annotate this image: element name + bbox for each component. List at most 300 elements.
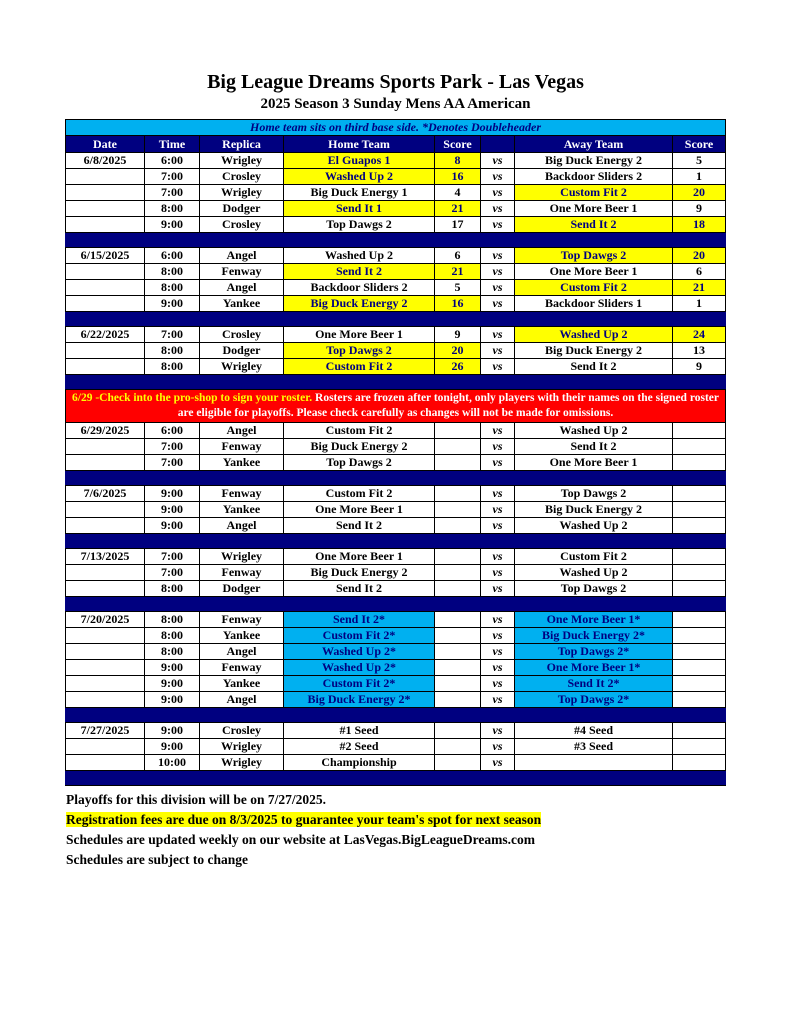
game-date-cell <box>66 280 145 296</box>
block-separator-row <box>66 233 726 248</box>
game-time-cell: 9:00 <box>145 486 200 502</box>
block-separator <box>66 534 726 549</box>
away-team-cell: Top Dawgs 2* <box>515 692 673 708</box>
game-date-cell <box>66 359 145 375</box>
game-time-cell: 7:00 <box>145 185 200 201</box>
home-team-cell: Custom Fit 2 <box>284 486 435 502</box>
vs-cell: vs <box>481 518 515 534</box>
col-header-home-team: Home Team <box>284 136 435 153</box>
home-score-cell: 20 <box>435 343 481 359</box>
replica-field-cell: Yankee <box>200 628 284 644</box>
away-team-cell: Big Duck Energy 2 <box>515 153 673 169</box>
vs-cell: vs <box>481 612 515 628</box>
home-team-cell: Big Duck Energy 2 <box>284 565 435 581</box>
home-team-cell: Washed Up 2* <box>284 660 435 676</box>
game-row <box>66 723 726 739</box>
game-date-cell <box>66 296 145 312</box>
away-score-cell <box>673 518 726 534</box>
vs-cell: vs <box>481 723 515 739</box>
note-row <box>66 120 726 136</box>
vs-cell: vs <box>481 565 515 581</box>
game-row <box>66 185 726 201</box>
game-time-cell: 8:00 <box>145 612 200 628</box>
away-score-cell <box>673 565 726 581</box>
away-team-cell: Send It 2* <box>515 676 673 692</box>
game-row <box>66 296 726 312</box>
vs-cell: vs <box>481 201 515 217</box>
roster-notice <box>66 390 726 423</box>
schedule-body <box>66 153 726 786</box>
game-row <box>66 581 726 597</box>
vs-cell: vs <box>481 343 515 359</box>
game-date-cell: 7/13/2025 <box>66 549 145 565</box>
game-time-cell: 8:00 <box>145 644 200 660</box>
vs-cell: vs <box>481 185 515 201</box>
home-team-cell: Top Dawgs 2 <box>284 343 435 359</box>
away-score-cell: 9 <box>673 359 726 375</box>
game-row <box>66 455 726 471</box>
replica-field-cell: Dodger <box>200 201 284 217</box>
away-team-cell <box>515 755 673 771</box>
home-team-cell: Big Duck Energy 1 <box>284 185 435 201</box>
col-header-time: Time <box>145 136 200 153</box>
home-score-cell <box>435 549 481 565</box>
home-team-cell: Championship <box>284 755 435 771</box>
home-score-cell <box>435 423 481 439</box>
roster-notice-highlight: 6/29 -Check into the pro-shop to sign your roster. <box>72 392 313 404</box>
away-team-cell: Top Dawgs 2 <box>515 248 673 264</box>
block-separator-row <box>66 597 726 612</box>
away-score-cell <box>673 486 726 502</box>
game-time-cell: 6:00 <box>145 423 200 439</box>
game-time-cell: 6:00 <box>145 248 200 264</box>
away-team-cell: Top Dawgs 2 <box>515 581 673 597</box>
home-team-cell: Washed Up 2* <box>284 644 435 660</box>
home-team-cell: One More Beer 1 <box>284 327 435 343</box>
vs-cell: vs <box>481 581 515 597</box>
home-score-cell: 21 <box>435 264 481 280</box>
game-time-cell: 9:00 <box>145 518 200 534</box>
away-team-cell: #4 Seed <box>515 723 673 739</box>
away-score-cell: 6 <box>673 264 726 280</box>
vs-cell: vs <box>481 660 515 676</box>
roster-notice-rest: Rosters are frozen after tonight, only players with their names on the signed roster are eligible for playoffs. Please check carefully as changes will not be made for omissions. <box>177 392 719 419</box>
home-score-cell <box>435 439 481 455</box>
block-separator <box>66 233 726 248</box>
replica-field-cell: Yankee <box>200 296 284 312</box>
away-team-cell: Top Dawgs 2 <box>515 486 673 502</box>
home-team-cell: Top Dawgs 2 <box>284 217 435 233</box>
vs-cell: vs <box>481 549 515 565</box>
home-score-cell <box>435 518 481 534</box>
replica-field-cell: Wrigley <box>200 359 284 375</box>
game-time-cell: 8:00 <box>145 359 200 375</box>
vs-cell: vs <box>481 423 515 439</box>
game-row <box>66 264 726 280</box>
home-score-cell <box>435 486 481 502</box>
home-team-cell: Send It 2 <box>284 264 435 280</box>
away-score-cell: 13 <box>673 343 726 359</box>
col-header-vs <box>481 136 515 153</box>
away-score-cell: 20 <box>673 185 726 201</box>
replica-field-cell: Crosley <box>200 217 284 233</box>
game-date-cell: 6/29/2025 <box>66 423 145 439</box>
home-score-cell: 26 <box>435 359 481 375</box>
home-team-cell: Custom Fit 2* <box>284 628 435 644</box>
game-date-cell: 7/6/2025 <box>66 486 145 502</box>
block-separator-row <box>66 771 726 786</box>
home-score-cell <box>435 565 481 581</box>
home-score-cell <box>435 644 481 660</box>
schedule-table <box>65 119 726 786</box>
away-score-cell <box>673 692 726 708</box>
away-score-cell <box>673 739 726 755</box>
game-row <box>66 676 726 692</box>
away-score-cell <box>673 581 726 597</box>
block-separator-row <box>66 471 726 486</box>
away-team-cell: Send It 2 <box>515 359 673 375</box>
replica-field-cell: Angel <box>200 423 284 439</box>
replica-field-cell: Yankee <box>200 502 284 518</box>
home-score-cell <box>435 676 481 692</box>
game-time-cell: 9:00 <box>145 739 200 755</box>
home-team-cell: Washed Up 2 <box>284 248 435 264</box>
game-row <box>66 518 726 534</box>
game-time-cell: 8:00 <box>145 264 200 280</box>
home-team-cell: One More Beer 1 <box>284 549 435 565</box>
game-row <box>66 359 726 375</box>
away-score-cell: 24 <box>673 327 726 343</box>
home-team-cell: Custom Fit 2 <box>284 423 435 439</box>
home-team-cell: One More Beer 1 <box>284 502 435 518</box>
game-date-cell <box>66 581 145 597</box>
game-date-cell <box>66 264 145 280</box>
game-row <box>66 565 726 581</box>
home-score-cell: 16 <box>435 296 481 312</box>
game-row <box>66 201 726 217</box>
home-score-cell <box>435 628 481 644</box>
away-team-cell: One More Beer 1 <box>515 455 673 471</box>
block-separator-row <box>66 375 726 390</box>
away-team-cell: Big Duck Energy 2* <box>515 628 673 644</box>
block-separator <box>66 312 726 327</box>
away-score-cell <box>673 755 726 771</box>
away-score-cell: 21 <box>673 280 726 296</box>
game-time-cell: 10:00 <box>145 755 200 771</box>
page-subtitle: 2025 Season 3 Sunday Mens AA American <box>260 96 531 112</box>
vs-cell: vs <box>481 359 515 375</box>
block-separator <box>66 471 726 486</box>
footer <box>66 790 791 870</box>
home-team-note: Home team sits on third base side. *Denotes Doubleheader <box>66 120 726 136</box>
block-separator <box>66 375 726 390</box>
away-score-cell: 1 <box>673 296 726 312</box>
replica-field-cell: Yankee <box>200 676 284 692</box>
game-row <box>66 423 726 439</box>
home-score-cell <box>435 692 481 708</box>
game-time-cell: 7:00 <box>145 327 200 343</box>
home-score-cell <box>435 723 481 739</box>
home-team-cell: Big Duck Energy 2 <box>284 439 435 455</box>
game-date-cell <box>66 169 145 185</box>
vs-cell: vs <box>481 439 515 455</box>
game-date-cell <box>66 455 145 471</box>
game-row <box>66 692 726 708</box>
away-team-cell: One More Beer 1* <box>515 660 673 676</box>
game-time-cell: 8:00 <box>145 581 200 597</box>
page-title: Big League Dreams Sports Park - Las Vegas <box>207 71 584 93</box>
game-date-cell <box>66 217 145 233</box>
game-time-cell: 8:00 <box>145 343 200 359</box>
away-team-cell: Backdoor Sliders 2 <box>515 169 673 185</box>
away-score-cell <box>673 549 726 565</box>
away-team-cell: Top Dawgs 2* <box>515 644 673 660</box>
game-row <box>66 343 726 359</box>
game-date-cell <box>66 660 145 676</box>
replica-field-cell: Wrigley <box>200 755 284 771</box>
home-team-cell: #2 Seed <box>284 739 435 755</box>
home-team-cell: Top Dawgs 2 <box>284 455 435 471</box>
home-score-cell: 16 <box>435 169 481 185</box>
home-score-cell <box>435 581 481 597</box>
footer-schedule-change-note: Schedules are subject to change <box>66 852 248 867</box>
away-team-cell: Washed Up 2 <box>515 565 673 581</box>
replica-field-cell: Fenway <box>200 565 284 581</box>
away-score-cell: 9 <box>673 201 726 217</box>
vs-cell: vs <box>481 628 515 644</box>
replica-field-cell: Wrigley <box>200 739 284 755</box>
game-time-cell: 9:00 <box>145 676 200 692</box>
game-row <box>66 628 726 644</box>
block-separator <box>66 771 726 786</box>
block-separator-row <box>66 708 726 723</box>
home-team-cell: Backdoor Sliders 2 <box>284 280 435 296</box>
replica-field-cell: Wrigley <box>200 153 284 169</box>
game-time-cell: 7:00 <box>145 169 200 185</box>
home-score-cell: 6 <box>435 248 481 264</box>
home-team-cell: Send It 2* <box>284 612 435 628</box>
vs-cell: vs <box>481 217 515 233</box>
home-score-cell: 17 <box>435 217 481 233</box>
game-date-cell: 7/20/2025 <box>66 612 145 628</box>
vs-cell: vs <box>481 676 515 692</box>
col-header-replica: Replica <box>200 136 284 153</box>
game-time-cell: 8:00 <box>145 201 200 217</box>
away-score-cell <box>673 612 726 628</box>
home-score-cell <box>435 502 481 518</box>
block-separator-row <box>66 312 726 327</box>
replica-field-cell: Wrigley <box>200 185 284 201</box>
game-row <box>66 327 726 343</box>
vs-cell: vs <box>481 153 515 169</box>
vs-cell: vs <box>481 327 515 343</box>
footer-playoffs-note: Playoffs for this division will be on 7/27/2025. <box>66 792 327 807</box>
replica-field-cell: Angel <box>200 280 284 296</box>
away-score-cell <box>673 676 726 692</box>
game-date-cell: 6/22/2025 <box>66 327 145 343</box>
vs-cell: vs <box>481 169 515 185</box>
home-team-cell: Washed Up 2 <box>284 169 435 185</box>
game-time-cell: 7:00 <box>145 549 200 565</box>
game-date-cell: 7/27/2025 <box>66 723 145 739</box>
vs-cell: vs <box>481 280 515 296</box>
game-row <box>66 739 726 755</box>
game-time-cell: 6:00 <box>145 153 200 169</box>
replica-field-cell: Fenway <box>200 660 284 676</box>
home-score-cell <box>435 739 481 755</box>
away-team-cell: Washed Up 2 <box>515 327 673 343</box>
home-score-cell: 5 <box>435 280 481 296</box>
game-row <box>66 612 726 628</box>
home-score-cell: 8 <box>435 153 481 169</box>
away-score-cell <box>673 723 726 739</box>
vs-cell: vs <box>481 502 515 518</box>
home-score-cell: 9 <box>435 327 481 343</box>
game-time-cell: 8:00 <box>145 280 200 296</box>
replica-field-cell: Angel <box>200 692 284 708</box>
away-team-cell: Washed Up 2 <box>515 423 673 439</box>
away-team-cell: Send It 2 <box>515 439 673 455</box>
vs-cell: vs <box>481 692 515 708</box>
block-separator <box>66 597 726 612</box>
game-row <box>66 660 726 676</box>
game-time-cell: 9:00 <box>145 660 200 676</box>
game-row <box>66 280 726 296</box>
game-date-cell <box>66 343 145 359</box>
col-header-home-score: Score <box>435 136 481 153</box>
away-score-cell <box>673 423 726 439</box>
away-score-cell <box>673 628 726 644</box>
replica-field-cell: Crosley <box>200 723 284 739</box>
away-team-cell: Big Duck Energy 2 <box>515 343 673 359</box>
game-date-cell <box>66 739 145 755</box>
game-row <box>66 169 726 185</box>
away-team-cell: Custom Fit 2 <box>515 185 673 201</box>
away-team-cell: Washed Up 2 <box>515 518 673 534</box>
replica-field-cell: Dodger <box>200 581 284 597</box>
game-date-cell: 6/8/2025 <box>66 153 145 169</box>
vs-cell: vs <box>481 296 515 312</box>
game-date-cell <box>66 644 145 660</box>
footer-website-note: Schedules are updated weekly on our website at LasVegas.BigLeagueDreams.com <box>66 832 536 847</box>
game-time-cell: 7:00 <box>145 565 200 581</box>
game-row <box>66 549 726 565</box>
block-separator-row <box>66 534 726 549</box>
col-header-away-team: Away Team <box>515 136 673 153</box>
game-date-cell <box>66 565 145 581</box>
game-date-cell <box>66 439 145 455</box>
game-time-cell: 7:00 <box>145 439 200 455</box>
roster-notice-row <box>66 390 726 423</box>
game-time-cell: 8:00 <box>145 628 200 644</box>
game-date-cell <box>66 692 145 708</box>
away-score-cell <box>673 644 726 660</box>
game-date-cell <box>66 502 145 518</box>
replica-field-cell: Angel <box>200 518 284 534</box>
game-time-cell: 9:00 <box>145 723 200 739</box>
game-date-cell <box>66 755 145 771</box>
home-team-cell: Big Duck Energy 2 <box>284 296 435 312</box>
home-team-cell: #1 Seed <box>284 723 435 739</box>
game-row <box>66 755 726 771</box>
vs-cell: vs <box>481 739 515 755</box>
vs-cell: vs <box>481 755 515 771</box>
replica-field-cell: Angel <box>200 644 284 660</box>
game-date-cell <box>66 518 145 534</box>
game-row <box>66 248 726 264</box>
game-row <box>66 217 726 233</box>
away-team-cell: Backdoor Sliders 1 <box>515 296 673 312</box>
vs-cell: vs <box>481 455 515 471</box>
game-date-cell <box>66 201 145 217</box>
vs-cell: vs <box>481 264 515 280</box>
home-team-cell: Send It 2 <box>284 581 435 597</box>
away-score-cell: 18 <box>673 217 726 233</box>
home-score-cell: 4 <box>435 185 481 201</box>
away-team-cell: Big Duck Energy 2 <box>515 502 673 518</box>
away-team-cell: Send It 2 <box>515 217 673 233</box>
away-team-cell: One More Beer 1* <box>515 612 673 628</box>
away-score-cell: 5 <box>673 153 726 169</box>
away-team-cell: Custom Fit 2 <box>515 549 673 565</box>
game-time-cell: 9:00 <box>145 692 200 708</box>
home-team-cell: Custom Fit 2 <box>284 359 435 375</box>
away-score-cell <box>673 502 726 518</box>
away-score-cell <box>673 660 726 676</box>
vs-cell: vs <box>481 644 515 660</box>
home-team-cell: El Guapos 1 <box>284 153 435 169</box>
game-row <box>66 439 726 455</box>
vs-cell: vs <box>481 248 515 264</box>
game-time-cell: 9:00 <box>145 217 200 233</box>
replica-field-cell: Yankee <box>200 455 284 471</box>
replica-field-cell: Dodger <box>200 343 284 359</box>
replica-field-cell: Wrigley <box>200 549 284 565</box>
col-header-date: Date <box>66 136 145 153</box>
home-score-cell <box>435 660 481 676</box>
replica-field-cell: Fenway <box>200 439 284 455</box>
away-score-cell: 20 <box>673 248 726 264</box>
game-row <box>66 644 726 660</box>
replica-field-cell: Fenway <box>200 612 284 628</box>
home-team-cell: Send It 2 <box>284 518 435 534</box>
game-date-cell <box>66 185 145 201</box>
home-score-cell: 21 <box>435 201 481 217</box>
game-date-cell: 6/15/2025 <box>66 248 145 264</box>
vs-cell: vs <box>481 486 515 502</box>
replica-field-cell: Fenway <box>200 486 284 502</box>
game-date-cell <box>66 628 145 644</box>
away-score-cell: 1 <box>673 169 726 185</box>
game-time-cell: 7:00 <box>145 455 200 471</box>
column-header-row <box>66 136 726 153</box>
away-team-cell: #3 Seed <box>515 739 673 755</box>
game-time-cell: 9:00 <box>145 502 200 518</box>
col-header-away-score: Score <box>673 136 726 153</box>
away-team-cell: One More Beer 1 <box>515 201 673 217</box>
away-team-cell: One More Beer 1 <box>515 264 673 280</box>
footer-registration-note <box>66 810 791 830</box>
home-score-cell <box>435 612 481 628</box>
game-time-cell: 9:00 <box>145 296 200 312</box>
game-date-cell <box>66 676 145 692</box>
replica-field-cell: Angel <box>200 248 284 264</box>
home-score-cell <box>435 455 481 471</box>
away-score-cell <box>673 439 726 455</box>
replica-field-cell: Crosley <box>200 169 284 185</box>
replica-field-cell: Crosley <box>200 327 284 343</box>
home-score-cell <box>435 755 481 771</box>
